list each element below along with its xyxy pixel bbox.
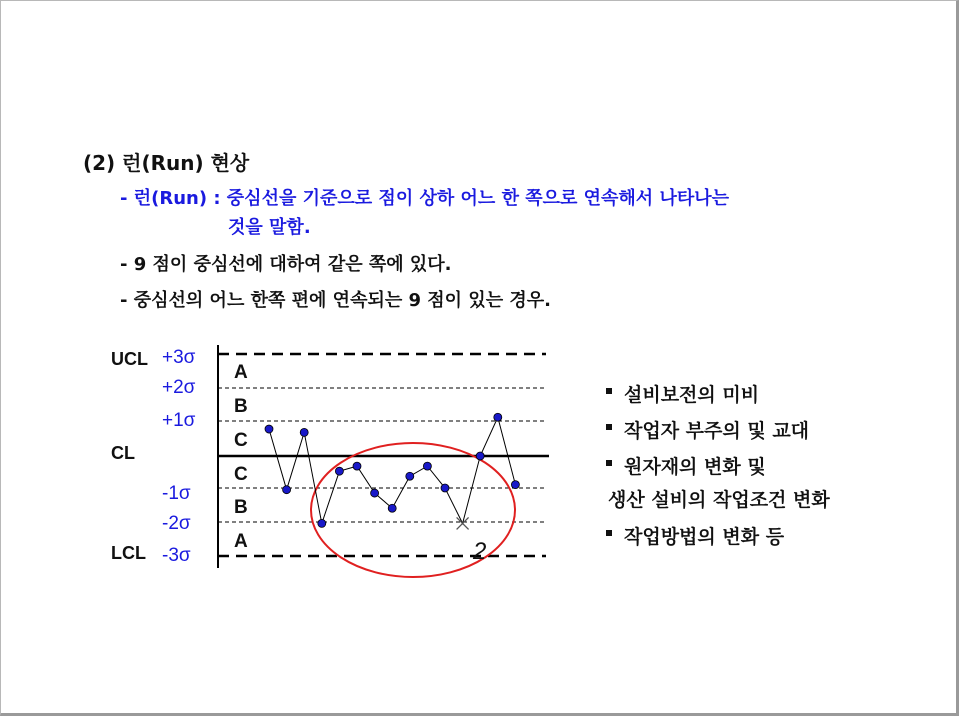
data-point — [476, 452, 484, 460]
zone-label-c-lower: C — [234, 464, 248, 485]
cause-text: 설비보전의 미비 — [624, 384, 760, 406]
rule-text-2: - 중심선의 어느 한쪽 편에 연속되는 9 점이 있는 경우. — [120, 290, 551, 311]
run-annotation: 2 — [473, 538, 487, 565]
data-point — [353, 462, 361, 470]
section-heading: (2) 런(Run) 현상 — [83, 151, 250, 175]
cause-text: 작업방법의 변화 등 — [624, 526, 785, 548]
cause-text-continued: 생산 설비의 작업조건 변화 — [608, 489, 830, 511]
causes-list — [604, 379, 830, 557]
zone-label-c-upper: C — [234, 430, 248, 451]
cause-text: 원자재의 변화 및 — [624, 456, 766, 478]
cause-item — [604, 451, 830, 521]
sigma-label-minus1: -1σ — [162, 483, 191, 504]
data-point — [511, 481, 519, 489]
data-point — [265, 425, 273, 433]
data-point — [388, 504, 396, 512]
ucl-label: UCL — [111, 349, 148, 369]
data-point — [423, 462, 431, 470]
data-point — [371, 489, 379, 497]
definition-line-1: - 런(Run) : 중심선을 기준으로 점이 상하 어느 한 쪽으로 연속해서 나타나는 — [120, 188, 730, 209]
sigma-label-minus2: -2σ — [162, 513, 191, 534]
zone-label-a-upper: A — [234, 362, 248, 383]
control-chart — [1, 1, 961, 719]
sigma-label-plus2: +2σ — [162, 377, 196, 398]
zone-label-b-upper: B — [234, 396, 248, 417]
data-point — [406, 472, 414, 480]
data-point — [300, 428, 308, 436]
data-point — [318, 519, 326, 527]
data-point — [494, 413, 502, 421]
cl-label: CL — [111, 443, 135, 463]
definition-line-2: 것을 말함. — [228, 217, 311, 238]
cause-item — [604, 415, 830, 451]
sigma-label-minus3: -3σ — [162, 545, 191, 566]
cause-text: 작업자 부주의 및 교대 — [624, 420, 810, 442]
bullet-icon — [606, 530, 612, 536]
zone-label-a-lower: A — [234, 531, 248, 552]
sigma-label-plus3: +3σ — [162, 347, 196, 368]
cause-item — [604, 521, 830, 557]
data-point — [441, 484, 449, 492]
lcl-label: LCL — [111, 543, 146, 563]
bullet-icon — [606, 424, 612, 430]
sigma-label-plus1: +1σ — [162, 410, 196, 431]
data-point — [283, 486, 291, 494]
cause-item — [604, 379, 830, 415]
zone-label-b-lower: B — [234, 497, 248, 518]
bullet-icon — [606, 388, 612, 394]
rule-text-1: - 9 점이 중심선에 대하여 같은 쪽에 있다. — [120, 254, 452, 275]
data-point — [335, 467, 343, 475]
bullet-icon — [606, 460, 612, 466]
